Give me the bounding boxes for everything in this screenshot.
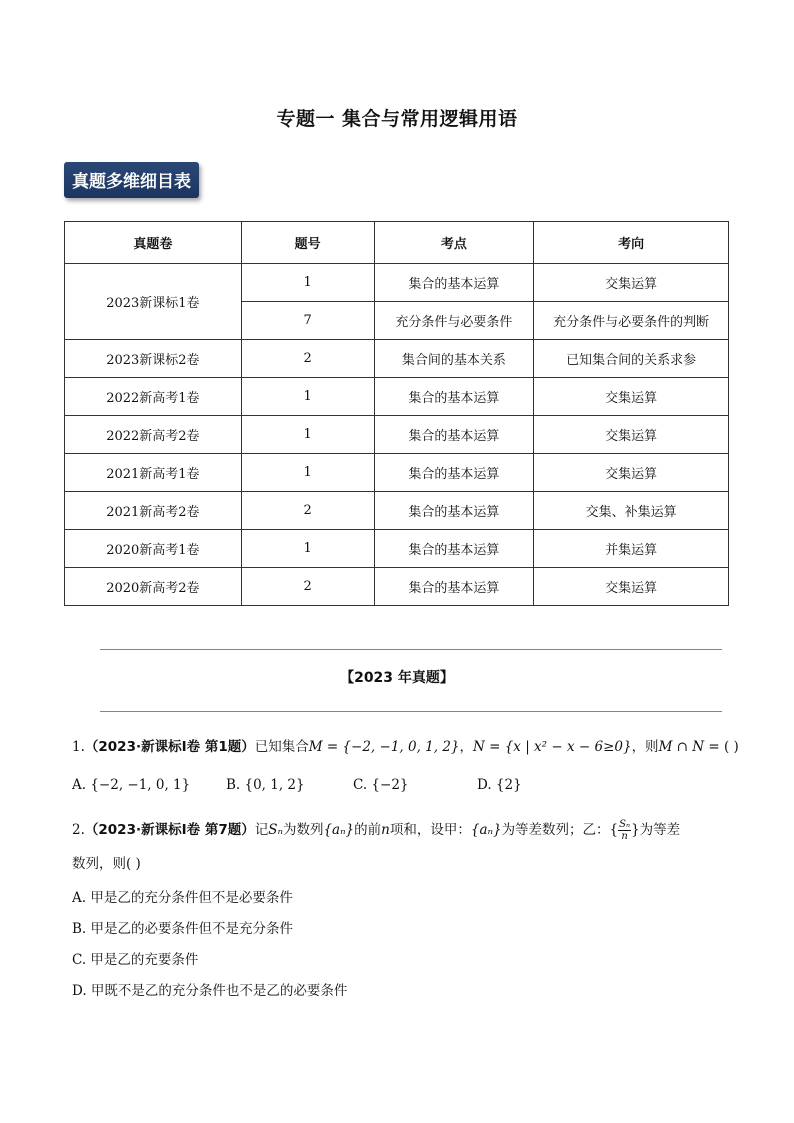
cell-direction: 交集运算 <box>534 416 729 454</box>
cell-number: 2 <box>241 340 374 378</box>
table-row <box>65 340 729 378</box>
table-header-row <box>65 222 729 264</box>
set-m: M = {−2, −1, 0, 1, 2} <box>308 739 460 755</box>
table-row <box>65 416 729 454</box>
question-text: 项和，设甲： <box>389 822 471 838</box>
header-paper: 真题卷 <box>65 222 242 264</box>
table-row <box>65 454 729 492</box>
intersection-expr: M ∩ N <box>658 739 705 755</box>
table-row <box>65 264 729 302</box>
cell-point: 充分条件与必要条件 <box>374 302 534 340</box>
question-text: = ( ) <box>704 739 739 755</box>
cell-direction: 交集运算 <box>534 378 729 416</box>
option-a: A. {−2, −1, 0, 1} <box>72 777 191 793</box>
question-source: （2023·新课标I卷 第7题） <box>84 822 255 838</box>
header-point: 考点 <box>374 222 534 264</box>
option-d: D. {2} <box>477 777 522 793</box>
cell-number: 1 <box>241 454 374 492</box>
cell-paper: 2022新高考1卷 <box>65 378 242 416</box>
cell-paper: 2021新高考2卷 <box>65 492 242 530</box>
sum-sn: Sₙ <box>268 822 283 838</box>
separator: ， <box>459 739 474 755</box>
question-1 <box>72 735 739 755</box>
table-row <box>65 378 729 416</box>
section-tag: 真题多维细目表 <box>64 162 199 198</box>
cell-number: 7 <box>241 302 374 340</box>
question-number: 2. <box>72 822 85 838</box>
cell-paper: 2023新课标1卷 <box>65 264 242 340</box>
section-heading: 【2023 年真题】 <box>340 670 454 686</box>
var-n: n <box>381 822 390 838</box>
option-c: C. 甲是乙的充要条件 <box>72 952 199 968</box>
cell-number: 1 <box>241 378 374 416</box>
header-number: 题号 <box>241 222 374 264</box>
table-row <box>65 530 729 568</box>
cell-point: 集合间的基本关系 <box>374 340 534 378</box>
cell-direction: 交集运算 <box>534 264 729 302</box>
cell-direction: 交集运算 <box>534 568 729 606</box>
header-direction: 考向 <box>534 222 729 264</box>
divider-top <box>100 649 722 650</box>
divider-bottom <box>100 711 722 712</box>
cell-point: 集合的基本运算 <box>374 492 534 530</box>
cell-number: 2 <box>241 568 374 606</box>
question-text: ，则 <box>631 739 659 755</box>
cell-paper: 2022新高考2卷 <box>65 416 242 454</box>
option-b: B. 甲是乙的必要条件但不是充分条件 <box>72 921 294 937</box>
option-c: C. {−2} <box>353 777 409 793</box>
question-text: 为数列 <box>282 822 324 838</box>
fraction-sn-over-n <box>618 819 631 842</box>
question-number: 1. <box>72 739 85 755</box>
cell-paper: 2020新高考1卷 <box>65 530 242 568</box>
cell-paper: 2020新高考2卷 <box>65 568 242 606</box>
fraction-bottom: n <box>621 831 628 842</box>
cell-paper: 2023新课标2卷 <box>65 340 242 378</box>
cell-number: 1 <box>241 264 374 302</box>
cell-direction: 交集、补集运算 <box>534 492 729 530</box>
cell-number: 1 <box>241 416 374 454</box>
cell-point: 集合的基本运算 <box>374 264 534 302</box>
exam-table <box>64 221 729 606</box>
sequence-an-2: {aₙ} <box>470 822 502 838</box>
option-b: B. {0, 1, 2} <box>226 777 305 793</box>
option-a: A. 甲是乙的充分条件但不是必要条件 <box>72 890 293 906</box>
question-text: 记 <box>254 822 269 838</box>
table-row <box>65 492 729 530</box>
question-text: 为等差数列；乙：{ <box>501 822 619 838</box>
cell-direction: 并集运算 <box>534 530 729 568</box>
cell-point: 集合的基本运算 <box>374 568 534 606</box>
table-row <box>65 568 729 606</box>
page-title: 专题一 集合与常用逻辑用语 <box>276 108 518 130</box>
cell-point: 集合的基本运算 <box>374 530 534 568</box>
sequence-an: {aₙ} <box>323 822 355 838</box>
question-text: 已知集合 <box>254 739 309 755</box>
cell-point: 集合的基本运算 <box>374 378 534 416</box>
question-text: }为等差 <box>631 822 681 838</box>
option-d: D. 甲既不是乙的充分条件也不是乙的必要条件 <box>72 983 348 999</box>
question-source: （2023·新课标I卷 第1题） <box>84 739 255 755</box>
cell-paper: 2021新高考1卷 <box>65 454 242 492</box>
cell-point: 集合的基本运算 <box>374 416 534 454</box>
cell-number: 1 <box>241 530 374 568</box>
cell-direction: 已知集合间的关系求参 <box>534 340 729 378</box>
fraction-top: Sₙ <box>619 819 631 830</box>
question-2 <box>72 818 680 842</box>
cell-number: 2 <box>241 492 374 530</box>
cell-point: 集合的基本运算 <box>374 454 534 492</box>
set-n: N = {x | x² − x − 6≥0} <box>473 739 632 755</box>
cell-direction: 交集运算 <box>534 454 729 492</box>
question-text: 的前 <box>354 822 382 838</box>
cell-direction: 充分条件与必要条件的判断 <box>534 302 729 340</box>
question-2-line2: 数列，则( ) <box>72 856 141 872</box>
